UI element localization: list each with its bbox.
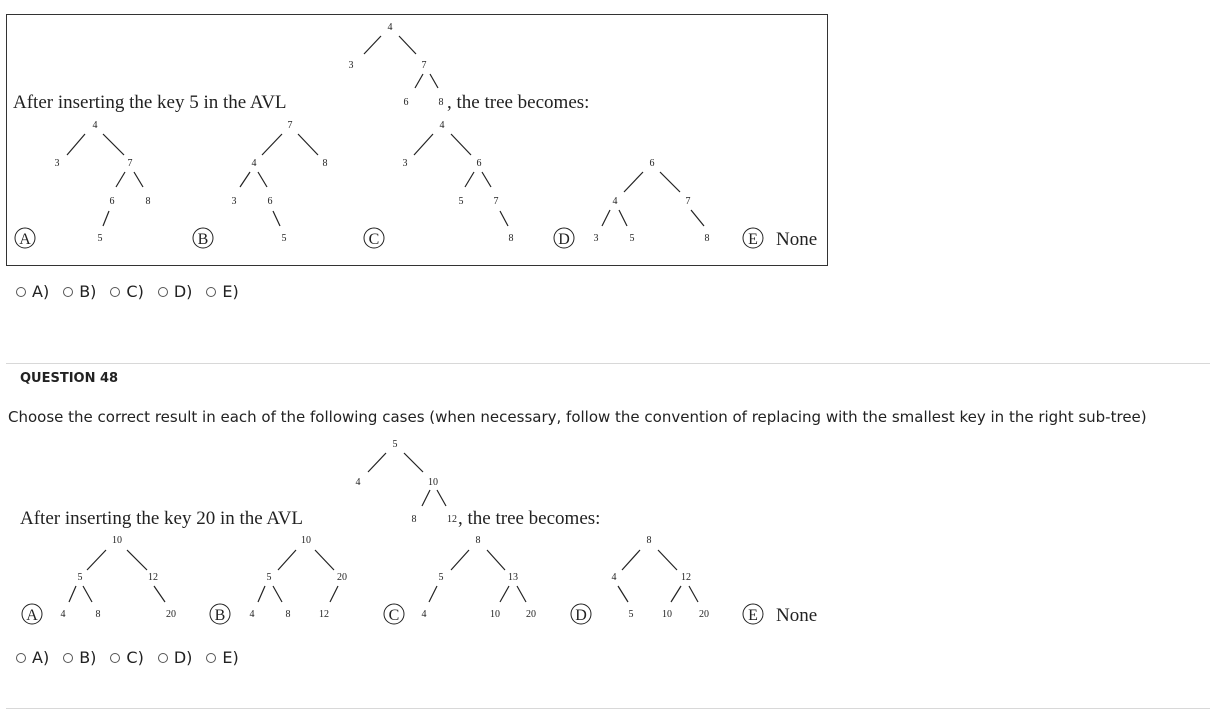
tree-node: 3: [402, 158, 408, 169]
q48-option-b[interactable]: B): [63, 648, 96, 667]
radio-icon[interactable]: [110, 287, 120, 297]
tree-node: 13: [508, 572, 518, 583]
tree-node: 10: [301, 535, 311, 546]
tree-node: 4: [439, 120, 445, 131]
tree-node: 6: [476, 158, 482, 169]
question-48-prompt: Choose the correct result in each of the following cases (when necessary, follow the convention of replacing with the smallest key in the right sub-tree): [8, 408, 1147, 426]
q47-option-c[interactable]: C): [110, 282, 143, 301]
radio-icon[interactable]: [158, 287, 168, 297]
tree-node: 4: [92, 120, 98, 131]
q47-option-d[interactable]: D): [158, 282, 193, 301]
tree-node: 7: [287, 120, 293, 131]
tree-node: 4: [611, 572, 617, 583]
q48-text-after: , the tree becomes:: [458, 508, 601, 529]
choice-letter: D: [575, 607, 587, 624]
q47-choice-c-tree: [364, 120, 514, 248]
tree-node: 4: [355, 477, 361, 488]
q48-choice-a-tree: [22, 535, 176, 624]
q47-choice-e: [743, 228, 817, 250]
q47-text-after: , the tree becomes:: [447, 92, 590, 113]
q48-initial-tree: [356, 439, 458, 525]
tree-node: 10: [428, 477, 438, 488]
q48-option-d[interactable]: D): [158, 648, 193, 667]
tree-node: 5: [266, 572, 272, 583]
tree-node: 10: [662, 609, 672, 620]
tree-node: 8: [438, 97, 444, 108]
tree-node: 5: [281, 233, 287, 244]
tree-node: 8: [95, 609, 101, 620]
tree-node: 5: [628, 609, 634, 620]
tree-node: 4: [387, 22, 393, 33]
tree-node: 7: [421, 60, 427, 71]
radio-icon[interactable]: [16, 287, 26, 297]
tree-node: 5: [458, 196, 464, 207]
choice-letter: E: [748, 607, 758, 624]
tree-node: 8: [508, 233, 514, 244]
choice-letter: B: [197, 231, 209, 248]
q48-option-a[interactable]: A): [16, 648, 49, 667]
choice-none-label: None: [776, 605, 818, 626]
tree-node: 12: [148, 572, 158, 583]
radio-icon[interactable]: [63, 287, 73, 297]
choice-letter: A: [19, 231, 31, 248]
tree-node: 20: [166, 609, 176, 620]
q47-choice-d-tree: [554, 158, 710, 248]
choice-letter: C: [388, 607, 400, 624]
tree-node: 8: [411, 514, 417, 525]
q48-text-before: After inserting the key 20 in the AVL: [20, 508, 304, 529]
tree-node: 3: [231, 196, 237, 207]
tree-node: 10: [490, 609, 500, 620]
tree-node: 6: [267, 196, 273, 207]
q47-option-e[interactable]: E): [206, 282, 238, 301]
tree-node: 6: [403, 97, 409, 108]
tree-node: 4: [251, 158, 257, 169]
tree-node: 5: [77, 572, 83, 583]
radio-icon[interactable]: [158, 653, 168, 663]
choice-none-label: None: [776, 229, 818, 250]
choice-letter: A: [26, 607, 38, 624]
tree-node: 4: [60, 609, 66, 620]
divider: [6, 363, 1210, 364]
q47-text-before: After inserting the key 5 in the AVL: [13, 92, 287, 113]
tree-node: 8: [704, 233, 710, 244]
choice-letter: C: [368, 231, 380, 248]
q48-option-e[interactable]: E): [206, 648, 238, 667]
q48-option-c[interactable]: C): [110, 648, 143, 667]
tree-node: 5: [438, 572, 444, 583]
tree-node: 4: [249, 609, 255, 620]
tree-node: 3: [348, 60, 354, 71]
radio-icon[interactable]: [110, 653, 120, 663]
tree-node: 7: [127, 158, 133, 169]
q47-option-a[interactable]: A): [16, 282, 49, 301]
tree-node: 8: [322, 158, 328, 169]
tree-node: 6: [649, 158, 655, 169]
tree-node: 8: [285, 609, 291, 620]
q47-option-b[interactable]: B): [63, 282, 96, 301]
tree-node: 12: [447, 514, 457, 525]
radio-icon[interactable]: [206, 287, 216, 297]
q48-choice-d-tree: [571, 535, 709, 624]
choice-letter: D: [558, 231, 570, 248]
tree-node: 8: [475, 535, 481, 546]
radio-icon[interactable]: [16, 653, 26, 663]
tree-node: 4: [612, 196, 618, 207]
tree-node: 6: [109, 196, 115, 207]
radio-icon[interactable]: [206, 653, 216, 663]
tree-node: 8: [145, 196, 151, 207]
divider: [6, 708, 1210, 709]
q47-choice-a-tree: [15, 120, 151, 248]
tree-node: 20: [699, 609, 709, 620]
tree-node: 12: [319, 609, 329, 620]
choice-letter: E: [748, 231, 758, 248]
radio-icon[interactable]: [63, 653, 73, 663]
tree-node: 20: [526, 609, 536, 620]
q48-choice-c-tree: [384, 535, 536, 624]
tree-node: 7: [685, 196, 691, 207]
tree-node: 5: [392, 439, 398, 450]
q48-choice-b-tree: [210, 535, 347, 624]
tree-node: 3: [593, 233, 599, 244]
tree-node: 12: [681, 572, 691, 583]
choice-letter: B: [214, 607, 226, 624]
q48-choice-e: [743, 604, 817, 626]
tree-node: 20: [337, 572, 347, 583]
tree-node: 5: [629, 233, 635, 244]
tree-node: 7: [493, 196, 499, 207]
q47-choice-b-tree: [193, 120, 328, 248]
tree-node: 10: [112, 535, 122, 546]
q47-answer-options: [16, 282, 253, 301]
tree-node: 3: [54, 158, 60, 169]
tree-node: 8: [646, 535, 652, 546]
question-48-label: QUESTION 48: [20, 371, 119, 386]
q47-initial-tree: [349, 22, 444, 108]
tree-node: 5: [97, 233, 103, 244]
tree-node: 4: [421, 609, 427, 620]
q48-answer-options: [16, 648, 253, 667]
